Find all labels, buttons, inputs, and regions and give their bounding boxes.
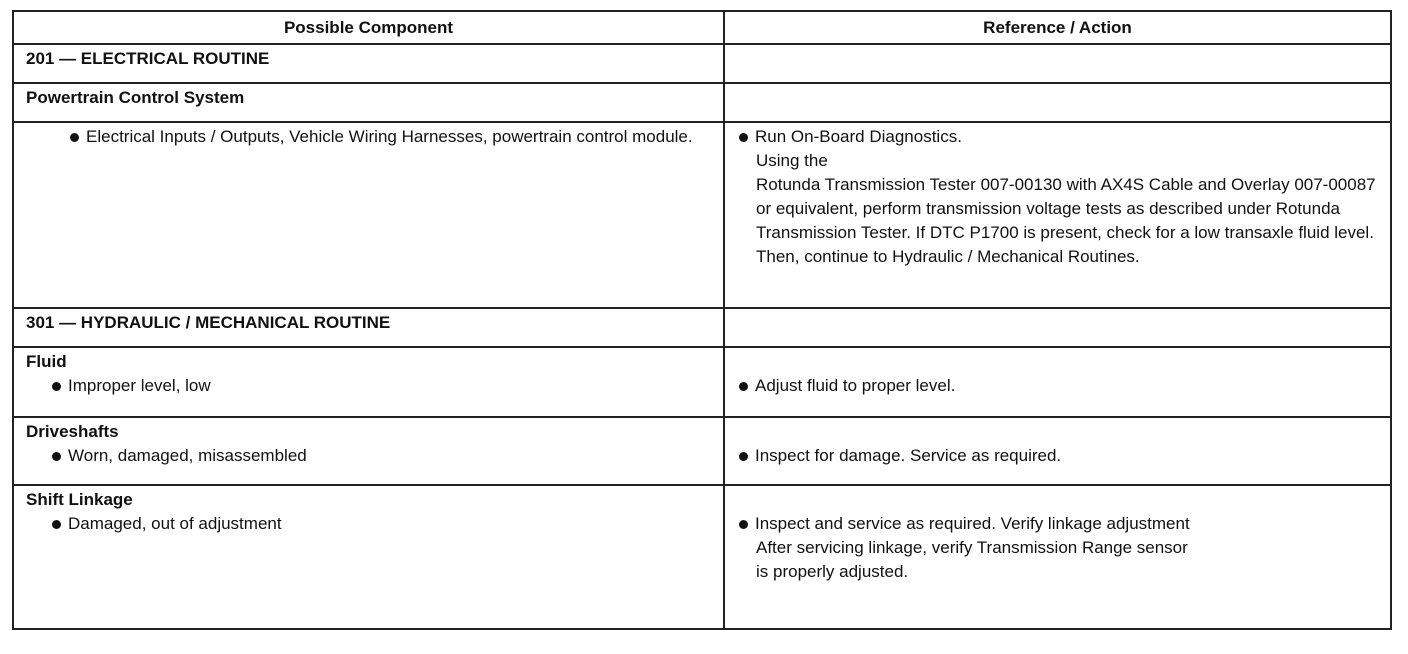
- empty-cell: [724, 308, 1391, 347]
- component-cell: [13, 417, 724, 485]
- section-row-201: [13, 44, 1391, 83]
- table-header-row: [13, 11, 1391, 44]
- action-item-fluid: Adjust fluid to proper level.: [737, 374, 1378, 398]
- empty-cell: [724, 83, 1391, 122]
- section-title-301: 301 — HYDRAULIC / MECHANICAL ROUTINE: [13, 308, 724, 347]
- action-cell: [724, 485, 1391, 629]
- table-row-fluid: [13, 347, 1391, 417]
- action-item-run-diagnostics: Run On-Board Diagnostics.: [737, 125, 1378, 149]
- component-item-electrical: Electrical Inputs / Outputs, Vehicle Wiring Harnesses, powertrain control module.: [68, 125, 711, 149]
- spacer: [737, 420, 1378, 444]
- action-text-after-servicing: After servicing linkage, verify Transmission Range sensor: [756, 538, 1188, 557]
- table-row-powertrain-detail: [13, 122, 1391, 308]
- header-reference-action: Reference / Action: [724, 11, 1391, 44]
- diagnosis-table: [12, 10, 1392, 630]
- table-row-shift-linkage: [13, 485, 1391, 629]
- empty-cell: [724, 44, 1391, 83]
- component-cell: [13, 347, 724, 417]
- action-item-driveshafts: Inspect for damage. Service as required.: [737, 444, 1378, 468]
- action-text-using: Using the: [756, 151, 828, 170]
- group-title-fluid: Fluid: [26, 352, 67, 371]
- table-row-driveshafts: [13, 417, 1391, 485]
- action-cell: [724, 347, 1391, 417]
- component-item-shift-linkage: Damaged, out of adjustment: [50, 512, 711, 536]
- group-row-powertrain: [13, 83, 1391, 122]
- component-cell: [13, 485, 724, 629]
- group-title-powertrain: Powertrain Control System: [13, 83, 724, 122]
- action-text-properly-adjusted: is properly adjusted.: [756, 562, 909, 581]
- spacer: [737, 488, 1378, 512]
- action-cell: [724, 417, 1391, 485]
- header-possible-component: Possible Component: [13, 11, 724, 44]
- section-title-201: 201 — ELECTRICAL ROUTINE: [13, 44, 724, 83]
- component-cell: [13, 122, 724, 308]
- action-cell: [724, 122, 1391, 308]
- component-item-driveshafts: Worn, damaged, misassembled: [50, 444, 711, 468]
- group-title-driveshafts: Driveshafts: [26, 422, 119, 441]
- spacer: [737, 350, 1378, 374]
- action-text-tester: Rotunda Transmission Tester 007-00130 with AX4S Cable and Overlay 007-00087 or equivalent, perform transmission voltage tests as described under Rotunda Transmission Tester. If DTC P1700 is present, check for a low transaxle fluid level. Then, continue to Hydraulic / Mechanical Routines.: [756, 175, 1376, 266]
- section-row-301: [13, 308, 1391, 347]
- action-item-shift-linkage: Inspect and service as required. Verify linkage adjustment: [737, 512, 1378, 536]
- component-item-fluid: Improper level, low: [50, 374, 711, 398]
- group-title-shift-linkage: Shift Linkage: [26, 490, 133, 509]
